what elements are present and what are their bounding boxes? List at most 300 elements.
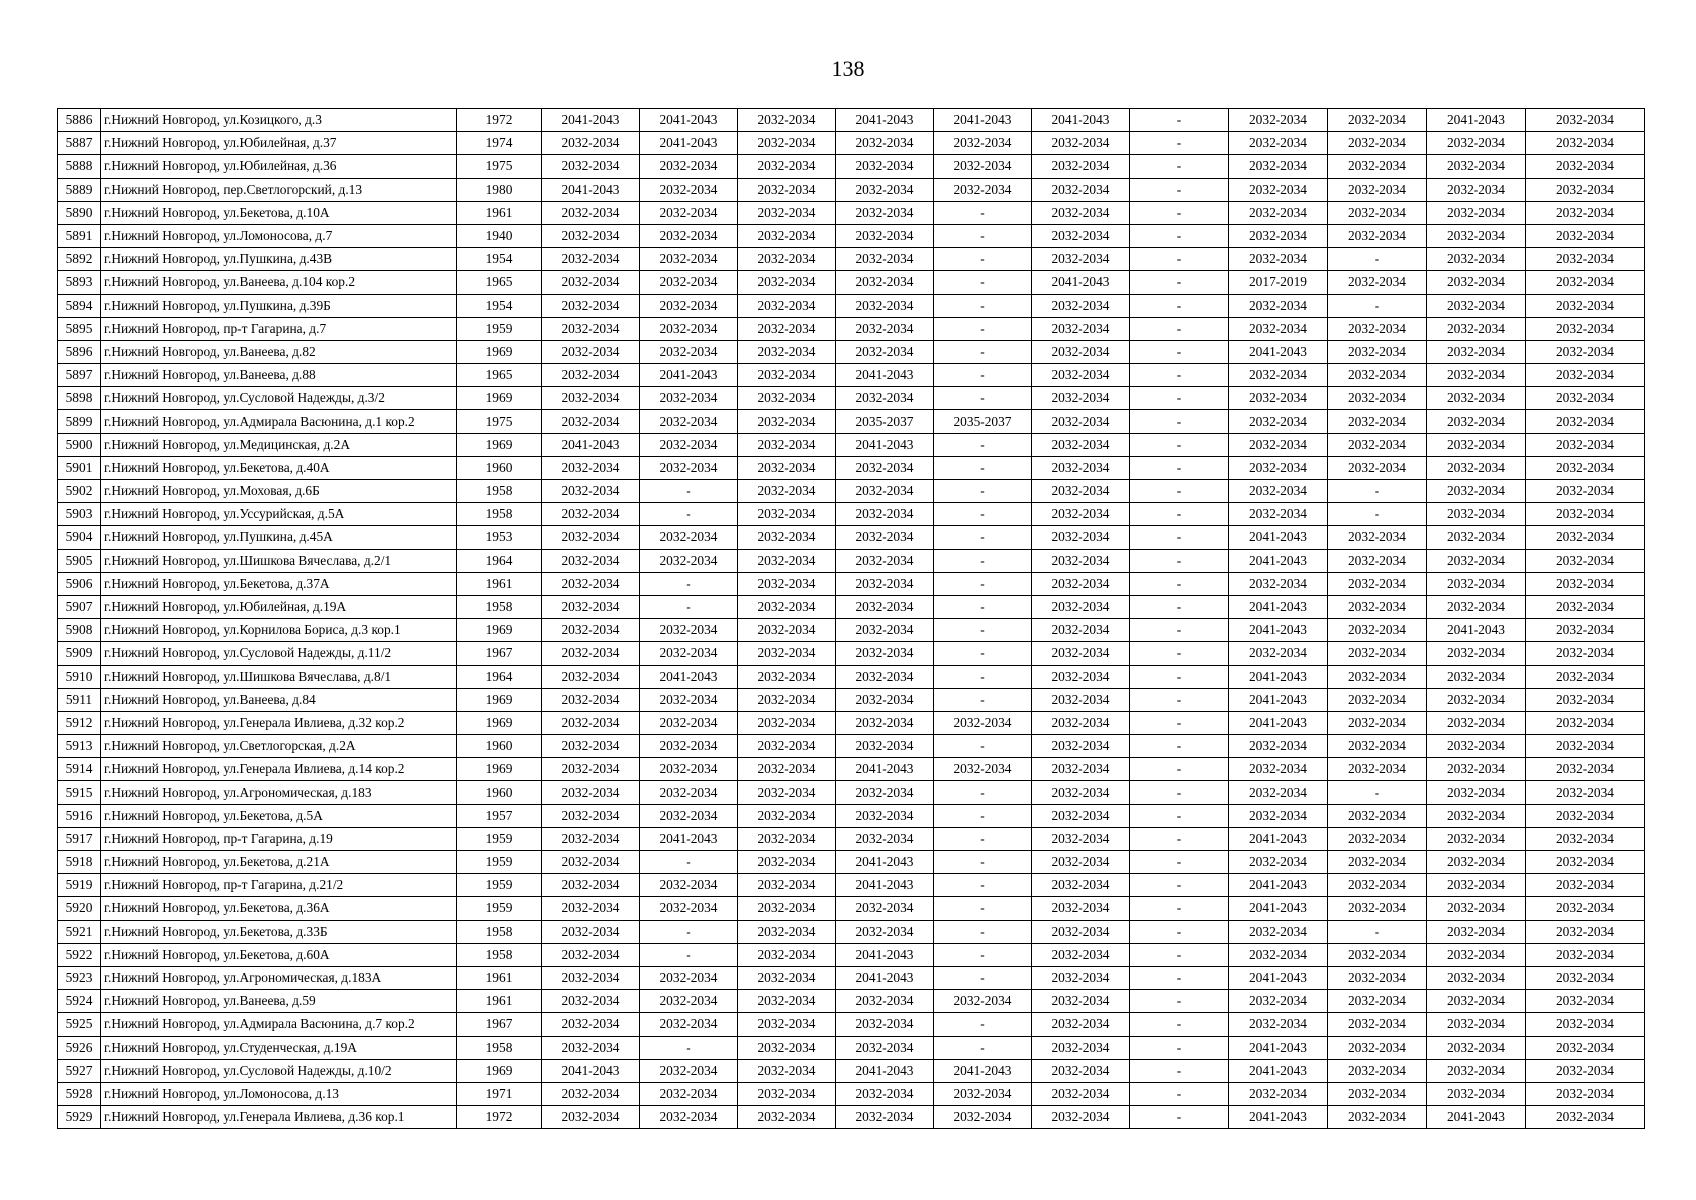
cell-period-8: 2041-2043 [1229, 1106, 1328, 1129]
cell-period-9: 2032-2034 [1328, 1036, 1427, 1059]
cell-row-number: 5896 [58, 340, 101, 363]
cell-period-11: 2032-2034 [1526, 178, 1645, 201]
cell-build-year: 1980 [457, 178, 542, 201]
cell-build-year: 1972 [457, 109, 542, 132]
cell-period-6: 2032-2034 [1032, 665, 1130, 688]
cell-period-10: 2032-2034 [1427, 480, 1526, 503]
cell-period-10: 2041-2043 [1427, 109, 1526, 132]
cell-period-2: 2032-2034 [640, 549, 738, 572]
cell-period-5: - [934, 433, 1032, 456]
cell-period-3: 2032-2034 [738, 572, 836, 595]
cell-period-4: 2032-2034 [836, 224, 934, 247]
cell-period-10: 2032-2034 [1427, 827, 1526, 850]
cell-period-10: 2032-2034 [1427, 642, 1526, 665]
cell-period-3: 2032-2034 [738, 178, 836, 201]
cell-period-11: 2032-2034 [1526, 758, 1645, 781]
table-row [58, 178, 1645, 201]
cell-period-5: - [934, 851, 1032, 874]
cell-period-4: 2032-2034 [836, 549, 934, 572]
cell-period-6: 2032-2034 [1032, 804, 1130, 827]
cell-period-3: 2032-2034 [738, 433, 836, 456]
cell-period-9: 2032-2034 [1328, 317, 1427, 340]
cell-period-5: 2032-2034 [934, 178, 1032, 201]
cell-period-1: 2032-2034 [542, 642, 640, 665]
cell-period-6: 2032-2034 [1032, 503, 1130, 526]
cell-period-4: 2032-2034 [836, 1013, 934, 1036]
cell-period-2: 2032-2034 [640, 897, 738, 920]
cell-period-11: 2032-2034 [1526, 966, 1645, 989]
cell-period-7: - [1130, 109, 1229, 132]
cell-period-11: 2032-2034 [1526, 990, 1645, 1013]
cell-period-3: 2032-2034 [738, 271, 836, 294]
cell-row-number: 5895 [58, 317, 101, 340]
cell-period-8: 2041-2043 [1229, 340, 1328, 363]
cell-period-7: - [1130, 665, 1229, 688]
cell-period-3: 2032-2034 [738, 758, 836, 781]
cell-period-10: 2032-2034 [1427, 1059, 1526, 1082]
cell-period-9: 2032-2034 [1328, 735, 1427, 758]
cell-period-6: 2032-2034 [1032, 1082, 1130, 1105]
cell-period-11: 2032-2034 [1526, 1013, 1645, 1036]
table-row [58, 109, 1645, 132]
cell-period-8: 2032-2034 [1229, 456, 1328, 479]
cell-period-4: 2032-2034 [836, 387, 934, 410]
table-row [58, 1106, 1645, 1129]
table-row [58, 619, 1645, 642]
cell-period-6: 2032-2034 [1032, 1059, 1130, 1082]
cell-period-5: - [934, 943, 1032, 966]
cell-row-number: 5927 [58, 1059, 101, 1082]
cell-build-year: 1972 [457, 1106, 542, 1129]
table-row [58, 1059, 1645, 1082]
cell-period-11: 2032-2034 [1526, 503, 1645, 526]
cell-period-6: 2032-2034 [1032, 364, 1130, 387]
cell-period-11: 2032-2034 [1526, 526, 1645, 549]
cell-period-11: 2032-2034 [1526, 1036, 1645, 1059]
cell-period-8: 2041-2043 [1229, 595, 1328, 618]
cell-row-number: 5902 [58, 480, 101, 503]
cell-period-11: 2032-2034 [1526, 920, 1645, 943]
cell-period-6: 2032-2034 [1032, 201, 1130, 224]
cell-period-3: 2032-2034 [738, 364, 836, 387]
cell-period-7: - [1130, 387, 1229, 410]
cell-period-8: 2041-2043 [1229, 874, 1328, 897]
cell-period-8: 2032-2034 [1229, 109, 1328, 132]
cell-period-3: 2032-2034 [738, 781, 836, 804]
cell-period-4: 2032-2034 [836, 735, 934, 758]
cell-address: г.Нижний Новгород, пер.Светлогорский, д.13 [101, 178, 457, 201]
cell-period-10: 2032-2034 [1427, 851, 1526, 874]
cell-period-1: 2032-2034 [542, 503, 640, 526]
cell-period-11: 2032-2034 [1526, 410, 1645, 433]
cell-period-10: 2032-2034 [1427, 248, 1526, 271]
cell-build-year: 1954 [457, 294, 542, 317]
cell-period-3: 2032-2034 [738, 851, 836, 874]
cell-period-4: 2032-2034 [836, 665, 934, 688]
cell-row-number: 5888 [58, 155, 101, 178]
cell-period-9: 2032-2034 [1328, 966, 1427, 989]
cell-period-5: - [934, 966, 1032, 989]
cell-period-6: 2032-2034 [1032, 943, 1130, 966]
cell-period-5: - [934, 781, 1032, 804]
cell-period-7: - [1130, 201, 1229, 224]
cell-period-5: - [934, 665, 1032, 688]
cell-period-3: 2032-2034 [738, 109, 836, 132]
cell-period-8: 2032-2034 [1229, 735, 1328, 758]
cell-period-6: 2032-2034 [1032, 224, 1130, 247]
cell-period-1: 2032-2034 [542, 943, 640, 966]
cell-address: г.Нижний Новгород, ул.Агрономическая, д.183 [101, 781, 457, 804]
cell-row-number: 5899 [58, 410, 101, 433]
cell-period-9: - [1328, 294, 1427, 317]
cell-period-4: 2032-2034 [836, 317, 934, 340]
cell-address: г.Нижний Новгород, ул.Студенческая, д.19А [101, 1036, 457, 1059]
cell-period-5: - [934, 201, 1032, 224]
cell-period-3: 2032-2034 [738, 387, 836, 410]
cell-period-1: 2032-2034 [542, 1106, 640, 1129]
cell-period-2: 2032-2034 [640, 433, 738, 456]
cell-period-2: 2041-2043 [640, 665, 738, 688]
cell-period-8: 2041-2043 [1229, 711, 1328, 734]
cell-period-4: 2032-2034 [836, 271, 934, 294]
cell-row-number: 5889 [58, 178, 101, 201]
cell-period-4: 2032-2034 [836, 503, 934, 526]
cell-build-year: 1961 [457, 990, 542, 1013]
cell-period-8: 2041-2043 [1229, 966, 1328, 989]
cell-build-year: 1969 [457, 387, 542, 410]
cell-address: г.Нижний Новгород, ул.Моховая, д.6Б [101, 480, 457, 503]
cell-period-2: 2032-2034 [640, 619, 738, 642]
cell-period-7: - [1130, 155, 1229, 178]
cell-period-1: 2041-2043 [542, 1059, 640, 1082]
cell-period-6: 2032-2034 [1032, 827, 1130, 850]
cell-period-3: 2032-2034 [738, 619, 836, 642]
cell-period-7: - [1130, 990, 1229, 1013]
cell-period-2: 2032-2034 [640, 1013, 738, 1036]
cell-period-4: 2032-2034 [836, 340, 934, 363]
cell-period-5: - [934, 572, 1032, 595]
cell-period-11: 2032-2034 [1526, 642, 1645, 665]
table-row [58, 480, 1645, 503]
cell-period-8: 2032-2034 [1229, 317, 1328, 340]
cell-build-year: 1965 [457, 271, 542, 294]
cell-period-9: 2032-2034 [1328, 364, 1427, 387]
cell-build-year: 1969 [457, 688, 542, 711]
cell-period-4: 2032-2034 [836, 572, 934, 595]
cell-period-11: 2032-2034 [1526, 456, 1645, 479]
cell-address: г.Нижний Новгород, ул.Бекетова, д.60А [101, 943, 457, 966]
table-row [58, 874, 1645, 897]
cell-period-9: 2032-2034 [1328, 1059, 1427, 1082]
cell-period-8: 2032-2034 [1229, 178, 1328, 201]
cell-address: г.Нижний Новгород, ул.Медицинская, д.2А [101, 433, 457, 456]
table-row [58, 503, 1645, 526]
cell-period-2: 2041-2043 [640, 827, 738, 850]
table-row [58, 688, 1645, 711]
cell-row-number: 5928 [58, 1082, 101, 1105]
cell-period-6: 2032-2034 [1032, 758, 1130, 781]
cell-period-6: 2032-2034 [1032, 526, 1130, 549]
cell-period-4: 2032-2034 [836, 688, 934, 711]
cell-build-year: 1969 [457, 711, 542, 734]
cell-period-7: - [1130, 410, 1229, 433]
cell-period-1: 2032-2034 [542, 201, 640, 224]
cell-row-number: 5923 [58, 966, 101, 989]
cell-period-6: 2032-2034 [1032, 456, 1130, 479]
cell-period-9: 2032-2034 [1328, 990, 1427, 1013]
cell-period-2: 2032-2034 [640, 340, 738, 363]
cell-period-10: 2032-2034 [1427, 758, 1526, 781]
cell-period-3: 2032-2034 [738, 595, 836, 618]
cell-build-year: 1975 [457, 155, 542, 178]
cell-period-1: 2032-2034 [542, 1036, 640, 1059]
cell-period-5: 2032-2034 [934, 758, 1032, 781]
cell-period-10: 2032-2034 [1427, 943, 1526, 966]
cell-address: г.Нижний Новгород, ул.Юбилейная, д.37 [101, 132, 457, 155]
cell-address: г.Нижний Новгород, ул.Корнилова Бориса, д.3 кор.1 [101, 619, 457, 642]
cell-period-6: 2032-2034 [1032, 595, 1130, 618]
cell-period-3: 2032-2034 [738, 201, 836, 224]
cell-period-1: 2032-2034 [542, 1082, 640, 1105]
cell-period-4: 2032-2034 [836, 781, 934, 804]
cell-period-11: 2032-2034 [1526, 595, 1645, 618]
cell-period-9: 2032-2034 [1328, 619, 1427, 642]
cell-period-3: 2032-2034 [738, 503, 836, 526]
cell-period-9: 2032-2034 [1328, 1106, 1427, 1129]
cell-address: г.Нижний Новгород, пр-т Гагарина, д.21/2 [101, 874, 457, 897]
cell-period-6: 2032-2034 [1032, 1036, 1130, 1059]
cell-period-10: 2032-2034 [1427, 966, 1526, 989]
cell-period-6: 2032-2034 [1032, 735, 1130, 758]
cell-address: г.Нижний Новгород, ул.Адмирала Васюнина, д.1 кор.2 [101, 410, 457, 433]
cell-build-year: 1964 [457, 665, 542, 688]
cell-period-1: 2032-2034 [542, 966, 640, 989]
cell-period-10: 2032-2034 [1427, 224, 1526, 247]
cell-period-4: 2032-2034 [836, 619, 934, 642]
cell-address: г.Нижний Новгород, ул.Сусловой Надежды, д.11/2 [101, 642, 457, 665]
cell-period-11: 2032-2034 [1526, 688, 1645, 711]
cell-period-2: - [640, 943, 738, 966]
cell-row-number: 5890 [58, 201, 101, 224]
cell-period-3: 2032-2034 [738, 340, 836, 363]
cell-address: г.Нижний Новгород, ул.Юбилейная, д.36 [101, 155, 457, 178]
schedule-table [57, 108, 1645, 1129]
cell-period-3: 2032-2034 [738, 410, 836, 433]
cell-period-5: - [934, 688, 1032, 711]
cell-period-7: - [1130, 897, 1229, 920]
cell-period-2: 2032-2034 [640, 1082, 738, 1105]
cell-row-number: 5898 [58, 387, 101, 410]
cell-period-3: 2032-2034 [738, 990, 836, 1013]
cell-period-7: - [1130, 526, 1229, 549]
cell-period-2: 2032-2034 [640, 758, 738, 781]
cell-period-9: 2032-2034 [1328, 851, 1427, 874]
cell-period-9: 2032-2034 [1328, 549, 1427, 572]
cell-row-number: 5918 [58, 851, 101, 874]
table-row [58, 387, 1645, 410]
cell-period-9: 2032-2034 [1328, 201, 1427, 224]
table-row [58, 132, 1645, 155]
table-row [58, 410, 1645, 433]
cell-period-4: 2032-2034 [836, 201, 934, 224]
cell-period-9: 2032-2034 [1328, 943, 1427, 966]
cell-period-8: 2032-2034 [1229, 758, 1328, 781]
cell-period-3: 2032-2034 [738, 456, 836, 479]
cell-period-6: 2032-2034 [1032, 619, 1130, 642]
table-row [58, 317, 1645, 340]
cell-period-10: 2032-2034 [1427, 990, 1526, 1013]
cell-period-7: - [1130, 1106, 1229, 1129]
cell-period-8: 2032-2034 [1229, 642, 1328, 665]
cell-period-7: - [1130, 711, 1229, 734]
cell-period-11: 2032-2034 [1526, 1106, 1645, 1129]
cell-period-8: 2032-2034 [1229, 387, 1328, 410]
cell-period-6: 2032-2034 [1032, 248, 1130, 271]
cell-period-11: 2032-2034 [1526, 317, 1645, 340]
cell-row-number: 5904 [58, 526, 101, 549]
cell-period-2: 2032-2034 [640, 642, 738, 665]
cell-period-9: 2032-2034 [1328, 688, 1427, 711]
cell-period-9: 2032-2034 [1328, 410, 1427, 433]
cell-period-11: 2032-2034 [1526, 572, 1645, 595]
cell-period-8: 2041-2043 [1229, 1059, 1328, 1082]
cell-period-3: 2032-2034 [738, 874, 836, 897]
cell-period-5: 2032-2034 [934, 711, 1032, 734]
cell-period-8: 2032-2034 [1229, 851, 1328, 874]
table-row [58, 572, 1645, 595]
table-row [58, 920, 1645, 943]
cell-build-year: 1960 [457, 781, 542, 804]
table-row [58, 456, 1645, 479]
cell-period-10: 2032-2034 [1427, 201, 1526, 224]
cell-period-1: 2041-2043 [542, 109, 640, 132]
cell-period-2: 2032-2034 [640, 990, 738, 1013]
cell-period-2: - [640, 595, 738, 618]
cell-row-number: 5886 [58, 109, 101, 132]
cell-address: г.Нижний Новгород, ул.Уссурийская, д.5А [101, 503, 457, 526]
cell-period-5: - [934, 364, 1032, 387]
cell-address: г.Нижний Новгород, ул.Ванеева, д.88 [101, 364, 457, 387]
cell-period-10: 2032-2034 [1427, 1013, 1526, 1036]
cell-period-4: 2035-2037 [836, 410, 934, 433]
cell-build-year: 1967 [457, 642, 542, 665]
cell-period-11: 2032-2034 [1526, 549, 1645, 572]
cell-period-1: 2032-2034 [542, 595, 640, 618]
cell-period-5: 2041-2043 [934, 109, 1032, 132]
cell-row-number: 5926 [58, 1036, 101, 1059]
cell-period-5: - [934, 804, 1032, 827]
cell-period-2: 2032-2034 [640, 294, 738, 317]
cell-build-year: 1958 [457, 943, 542, 966]
table-row [58, 897, 1645, 920]
cell-period-6: 2032-2034 [1032, 340, 1130, 363]
cell-build-year: 1960 [457, 735, 542, 758]
cell-period-5: - [934, 526, 1032, 549]
cell-period-7: - [1130, 572, 1229, 595]
cell-build-year: 1958 [457, 920, 542, 943]
cell-period-4: 2041-2043 [836, 874, 934, 897]
cell-period-11: 2032-2034 [1526, 851, 1645, 874]
cell-period-4: 2032-2034 [836, 294, 934, 317]
cell-period-11: 2032-2034 [1526, 665, 1645, 688]
cell-period-4: 2032-2034 [836, 1082, 934, 1105]
cell-period-10: 2032-2034 [1427, 595, 1526, 618]
cell-period-9: 2032-2034 [1328, 109, 1427, 132]
cell-build-year: 1974 [457, 132, 542, 155]
cell-period-5: - [934, 619, 1032, 642]
table-row [58, 827, 1645, 850]
cell-period-9: 2032-2034 [1328, 132, 1427, 155]
cell-address: г.Нижний Новгород, ул.Пушкина, д.39Б [101, 294, 457, 317]
table-row [58, 966, 1645, 989]
cell-period-11: 2032-2034 [1526, 248, 1645, 271]
cell-period-7: - [1130, 364, 1229, 387]
cell-period-3: 2032-2034 [738, 966, 836, 989]
table-row [58, 526, 1645, 549]
cell-address: г.Нижний Новгород, ул.Агрономическая, д.183А [101, 966, 457, 989]
cell-period-8: 2041-2043 [1229, 619, 1328, 642]
cell-period-6: 2032-2034 [1032, 874, 1130, 897]
cell-address: г.Нижний Новгород, ул.Пушкина, д.43В [101, 248, 457, 271]
cell-period-9: 2032-2034 [1328, 595, 1427, 618]
cell-period-5: 2032-2034 [934, 1082, 1032, 1105]
cell-period-6: 2032-2034 [1032, 572, 1130, 595]
cell-period-5: 2035-2037 [934, 410, 1032, 433]
cell-period-10: 2032-2034 [1427, 897, 1526, 920]
cell-build-year: 1940 [457, 224, 542, 247]
cell-period-6: 2032-2034 [1032, 480, 1130, 503]
cell-period-4: 2032-2034 [836, 456, 934, 479]
cell-period-2: 2032-2034 [640, 456, 738, 479]
cell-period-1: 2032-2034 [542, 549, 640, 572]
cell-period-11: 2032-2034 [1526, 1059, 1645, 1082]
cell-period-1: 2032-2034 [542, 364, 640, 387]
cell-period-4: 2032-2034 [836, 526, 934, 549]
cell-period-1: 2032-2034 [542, 851, 640, 874]
cell-period-10: 2032-2034 [1427, 688, 1526, 711]
cell-period-7: - [1130, 966, 1229, 989]
cell-address: г.Нижний Новгород, ул.Бекетова, д.21А [101, 851, 457, 874]
cell-period-5: 2041-2043 [934, 1059, 1032, 1082]
cell-period-9: 2032-2034 [1328, 526, 1427, 549]
cell-period-1: 2032-2034 [542, 1013, 640, 1036]
cell-period-6: 2032-2034 [1032, 433, 1130, 456]
cell-period-10: 2032-2034 [1427, 364, 1526, 387]
cell-period-8: 2032-2034 [1229, 294, 1328, 317]
cell-period-1: 2032-2034 [542, 387, 640, 410]
cell-period-11: 2032-2034 [1526, 132, 1645, 155]
cell-period-7: - [1130, 804, 1229, 827]
cell-period-7: - [1130, 503, 1229, 526]
cell-address: г.Нижний Новгород, ул.Генерала Ивлиева, д.36 кор.1 [101, 1106, 457, 1129]
cell-build-year: 1961 [457, 572, 542, 595]
cell-period-4: 2041-2043 [836, 758, 934, 781]
cell-period-3: 2032-2034 [738, 642, 836, 665]
table-row [58, 549, 1645, 572]
cell-address: г.Нижний Новгород, ул.Генерала Ивлиева, д.32 кор.2 [101, 711, 457, 734]
cell-row-number: 5920 [58, 897, 101, 920]
cell-period-8: 2032-2034 [1229, 224, 1328, 247]
cell-row-number: 5910 [58, 665, 101, 688]
table-row [58, 642, 1645, 665]
cell-period-6: 2032-2034 [1032, 155, 1130, 178]
cell-period-11: 2032-2034 [1526, 294, 1645, 317]
cell-period-1: 2032-2034 [542, 827, 640, 850]
cell-period-1: 2032-2034 [542, 294, 640, 317]
cell-period-7: - [1130, 433, 1229, 456]
table-row [58, 781, 1645, 804]
cell-period-2: - [640, 572, 738, 595]
